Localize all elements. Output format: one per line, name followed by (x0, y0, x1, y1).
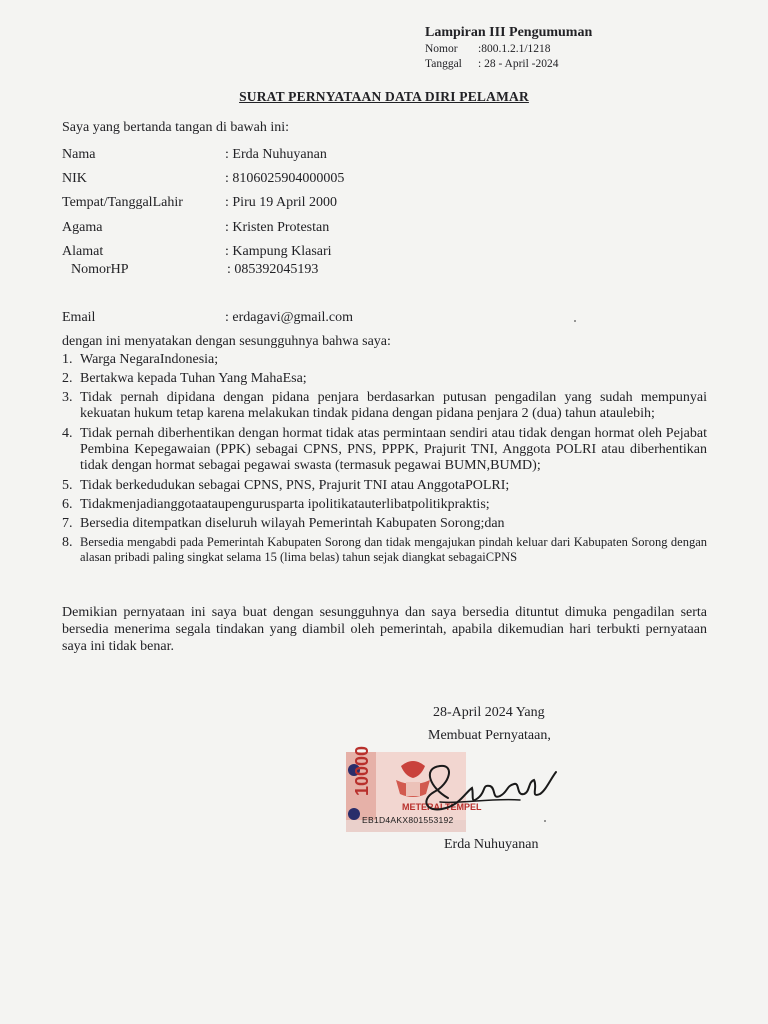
intro-text: Saya yang bertanda tangan di bawah ini: (62, 120, 290, 135)
item-text: Bersedia mengabdi pada Pemerintah Kabupaten Sorong dan tidak mengajukan pindah keluar dari Kabupaten Sorong dengan alasan pribadi paling singkat selama 15 (lima belas) tahun sejak diangkat sebagaiCPNS (80, 535, 707, 564)
field-value: : erdagavi@gmail.com (225, 310, 353, 325)
item-text: Tidak berkedudukan sebagai CPNS, PNS, Prajurit TNI atau AnggotaPOLRI; (80, 478, 510, 493)
item-number: 1. (62, 352, 73, 367)
scan-speck (544, 820, 546, 822)
list-item (62, 352, 707, 368)
field-label: Email (62, 310, 96, 325)
tanggal-label: Tanggal (425, 58, 462, 70)
nomor-value: :800.1.2.1/1218 (478, 43, 551, 55)
attachment-nomor (425, 42, 755, 57)
item-text: Tidak pernah dipidana dengan pidana penjara berdasarkan putusan pengadilan yang sudah mempunyai kekuatan hukum tetap karena melakukan tindak pidana dengan pidana penjara 2 (dua) tahun ataulebih; (80, 390, 707, 421)
scan-speck (574, 320, 576, 322)
item-text: Tidak pernah diberhentikan dengan hormat tidak atas permintaan sendiri atau tidak dengan hormat oleh Pejabat Pembina Kepegawaian (PPK) sebagai CPNS, PNS, PPPK, Prajurit TNI, Anggota POLRI atau diberhentikan tidak dengan hormat sebagai pegawai swasta (termasuk pegawai BUMN,BUMD); (80, 426, 707, 473)
closing-paragraph: Demikian pernyataan ini saya buat dengan sesungguhnya dan saya bersedia dituntut dimuka pengadilan serta bersedia menerima segala tindakan yang diambil oleh pemerintah, apabila dikemudian hari terbukti pernyataan saya ini tidak benar. (62, 605, 707, 654)
item-number: 6. (62, 497, 73, 512)
declaration-list (62, 352, 707, 565)
field-value: : Kampung Klasari (225, 244, 332, 259)
item-number: 3. (62, 390, 73, 405)
declaration-intro: dengan ini menyatakan dengan sesungguhnya bahwa saya: (62, 334, 391, 349)
item-text: Bersedia ditempatkan diseluruh wilayah Pemerintah Kabupaten Sorong;dan (80, 516, 505, 531)
field-value: : 085392045193 (227, 262, 319, 277)
item-number: 4. (62, 426, 73, 441)
stamp-code: EB1D4AKX801553192 (362, 815, 454, 825)
item-text: Warga NegaraIndonesia; (80, 352, 219, 367)
item-text: Bertakwa kepada Tuhan Yang MahaEsa; (80, 371, 307, 386)
item-number: 5. (62, 478, 73, 493)
attachment-tanggal (425, 57, 755, 72)
list-item (62, 390, 707, 422)
stamp-value: 10000 (352, 745, 372, 796)
signer-name: Erda Nuhuyanan (444, 837, 539, 852)
item-number: 7. (62, 516, 73, 531)
list-item (62, 371, 707, 387)
signature-date: 28-April 2024 Yang (433, 705, 545, 720)
item-number: 8. (62, 535, 73, 550)
document-title: SURAT PERNYATAAN DATA DIRI PELAMAR (239, 89, 529, 104)
field-label: Alamat (62, 244, 104, 259)
field-label: Tempat/TanggalLahir (62, 195, 183, 210)
list-item (62, 497, 707, 513)
tanggal-value: : 28 - April -2024 (478, 58, 559, 70)
list-item (62, 516, 707, 532)
stamp-label: METERAI TEMPEL (402, 802, 482, 812)
field-value: : 8106025904000005 (225, 171, 345, 186)
field-value: : Kristen Protestan (225, 220, 330, 235)
field-value: : Piru 19 April 2000 (225, 195, 338, 210)
list-item (62, 426, 707, 474)
field-label: Nama (62, 147, 96, 162)
field-label: Agama (62, 220, 103, 235)
list-item (62, 535, 707, 565)
field-value: : Erda Nuhuyanan (225, 147, 327, 162)
item-text: Tidakmenjadianggotaataupengurusparta ipolitikatauterlibatpolitikpraktis; (80, 497, 490, 512)
handwritten-signature-icon (400, 758, 565, 823)
item-number: 2. (62, 371, 73, 386)
nomor-label: Nomor (425, 43, 458, 55)
list-item (62, 478, 707, 494)
attachment-title: Lampiran III Pengumuman (425, 25, 593, 40)
field-label: NIK (62, 171, 87, 186)
attachment-header (425, 24, 755, 72)
signature-maker: Membuat Pernyataan, (428, 728, 551, 743)
field-label: NomorHP (71, 262, 129, 277)
